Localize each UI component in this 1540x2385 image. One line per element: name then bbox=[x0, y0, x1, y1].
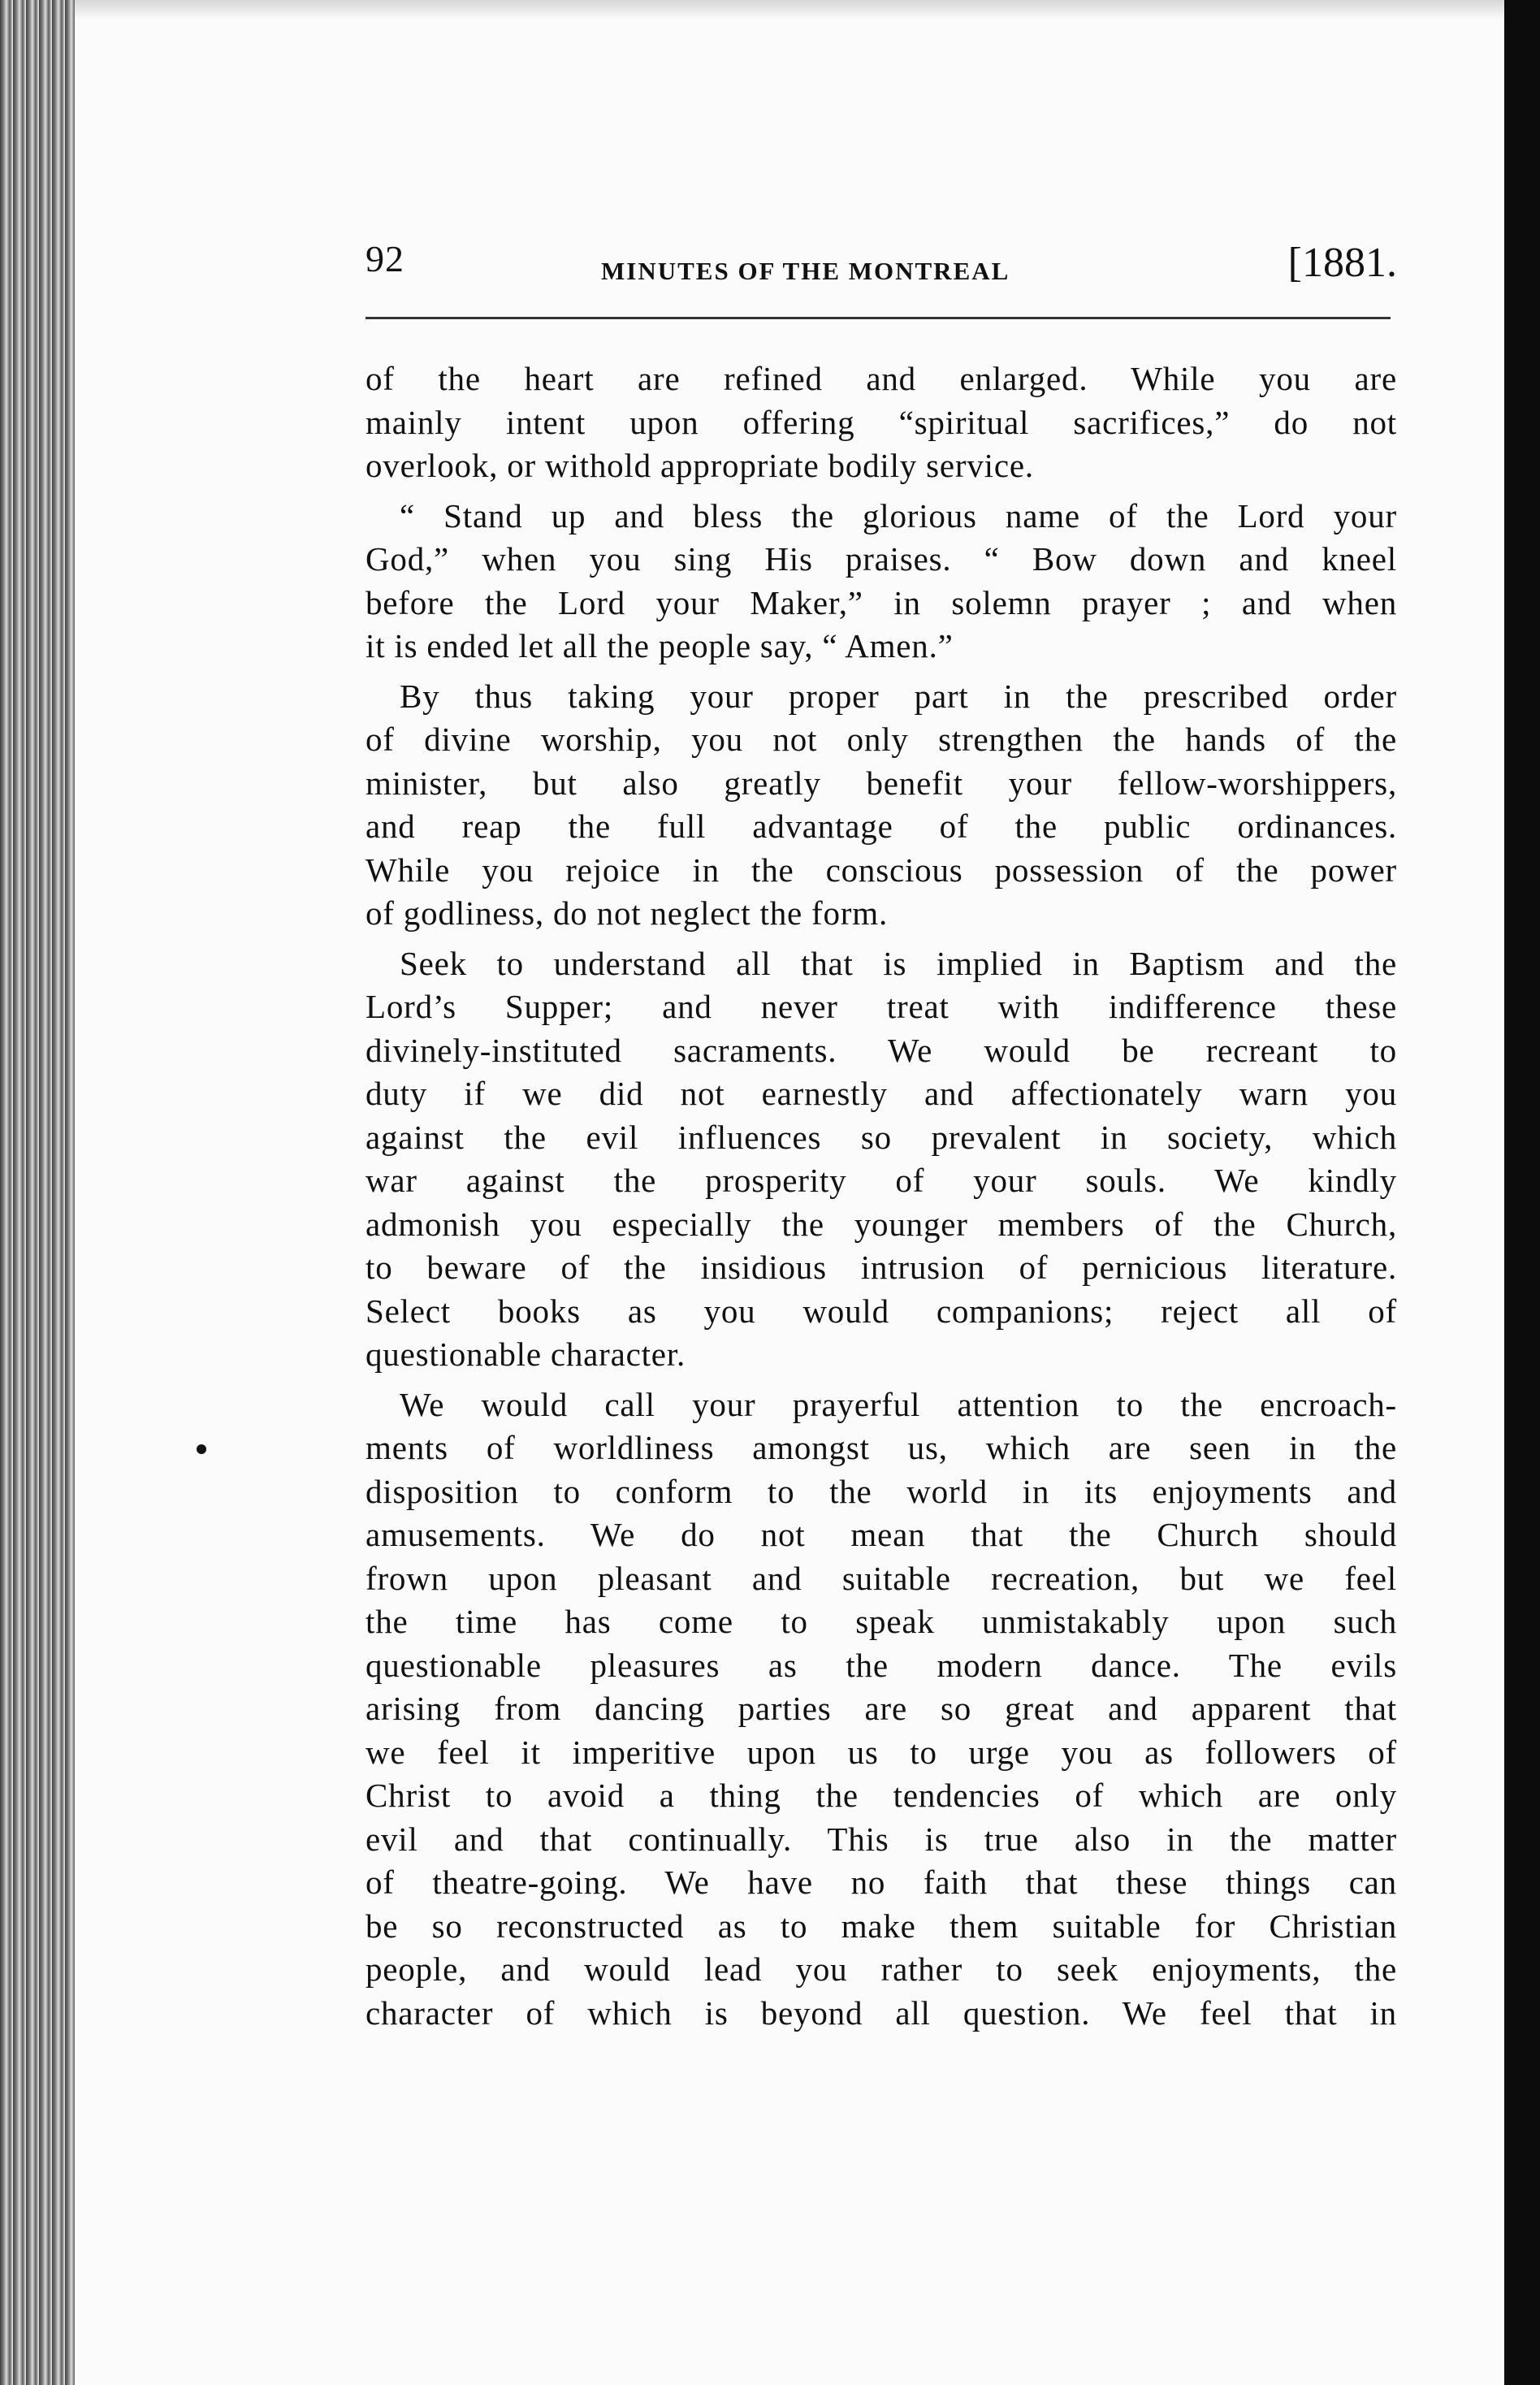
text-line: war against the prosperity of your souls. We kindly bbox=[366, 1162, 1397, 1199]
text-line: to beware of the insidious intrusion of pernicious literature. bbox=[366, 1249, 1397, 1286]
text-line: disposition to conform to the world in its enjoyments and bbox=[366, 1472, 1397, 1510]
top-page-shadow bbox=[75, 0, 1504, 19]
text-line: the time has come to speak unmistakably upon such bbox=[366, 1603, 1397, 1640]
text-line: Select books as you would companions; reject all of bbox=[366, 1292, 1397, 1330]
text-line: arising from dancing parties are so great and apparent that bbox=[366, 1690, 1397, 1727]
paragraph-gap bbox=[366, 936, 1397, 942]
text-line: ments of worldliness amongst us, which are seen in the bbox=[366, 1429, 1397, 1466]
text-line: overlook, or withold appropriate bodily service. bbox=[366, 447, 1034, 484]
text-line: “ Stand up and bless the glorious name of the Lord your bbox=[400, 496, 1397, 535]
text-line: divinely-instituted sacraments. We would be recreant to bbox=[366, 1031, 1397, 1069]
text-line: minister, but also greatly benefit your fellow-worshippers, bbox=[366, 764, 1397, 802]
text-line: amusements. We do not mean that the Church should bbox=[366, 1516, 1397, 1553]
text-line: duty if we did not earnestly and affectionately warn you bbox=[366, 1075, 1397, 1112]
text-line: people, and would lead you rather to seek enjoyments, the bbox=[366, 1950, 1397, 1988]
text-line: of divine worship, you not only strengthen the hands of the bbox=[366, 721, 1397, 758]
text-line: and reap the full advantage of the public ordinances. bbox=[366, 807, 1397, 845]
ink-speck bbox=[197, 1444, 206, 1454]
text-line: be so reconstructed as to make them suitable for Christian bbox=[366, 1907, 1397, 1945]
text-line: questionable character. bbox=[366, 1335, 686, 1373]
text-line: mainly intent upon offering “spiritual sacrifices,” do not bbox=[366, 403, 1397, 441]
header-rule bbox=[366, 317, 1391, 319]
text-line: Seek to understand all that is implied in Baptism and the bbox=[400, 944, 1397, 982]
text-line: of theatre-going. We have no faith that these things can bbox=[366, 1863, 1397, 1901]
body-text bbox=[366, 357, 1397, 2035]
right-dark-edge bbox=[1504, 0, 1540, 2385]
text-line: God,” when you sing His praises. “ Bow down and kneel bbox=[366, 540, 1397, 578]
text-line: frown upon pleasant and suitable recreation, but we feel bbox=[366, 1559, 1397, 1597]
text-line: While you rejoice in the conscious possession of the power bbox=[366, 851, 1397, 889]
paragraph-gap bbox=[366, 669, 1397, 675]
text-line: evil and that continually. This is true also in the matter bbox=[366, 1820, 1397, 1858]
book-binding-edge bbox=[0, 0, 75, 2385]
page-number: 92 bbox=[366, 238, 404, 279]
text-line: of godliness, do not neglect the form. bbox=[366, 894, 888, 932]
text-line: character of which is beyond all question. We feel that in bbox=[366, 1993, 1397, 2032]
text-line: Christ to avoid a thing the tendencies of which are only bbox=[366, 1777, 1397, 1814]
text-line: before the Lord your Maker,” in solemn prayer ; and when bbox=[366, 583, 1397, 621]
text-line: admonish you especially the younger members of the Church, bbox=[366, 1205, 1397, 1243]
text-line: By thus taking your proper part in the prescribed order bbox=[400, 677, 1397, 715]
paragraph-gap bbox=[366, 1377, 1397, 1383]
running-title: MINUTES OF THE MONTREAL bbox=[601, 257, 1010, 285]
text-line: questionable pleasures as the modern dance. The evils bbox=[366, 1646, 1397, 1684]
page-header bbox=[366, 237, 1397, 327]
text-line: against the evil influences so prevalent in society, which bbox=[366, 1118, 1397, 1156]
paragraph-gap bbox=[366, 488, 1397, 495]
header-year: [1881. bbox=[1287, 240, 1397, 286]
text-line: We would call your prayerful attention to the encroach- bbox=[400, 1385, 1397, 1423]
text-line: we feel it imperitive upon us to urge you as followers of bbox=[366, 1733, 1397, 1771]
text-line: of the heart are refined and enlarged. While you are bbox=[366, 360, 1397, 397]
text-line: it is ended let all the people say, “ Amen.” bbox=[366, 627, 954, 664]
text-line: Lord’s Supper; and never treat with indifference these bbox=[366, 988, 1397, 1025]
